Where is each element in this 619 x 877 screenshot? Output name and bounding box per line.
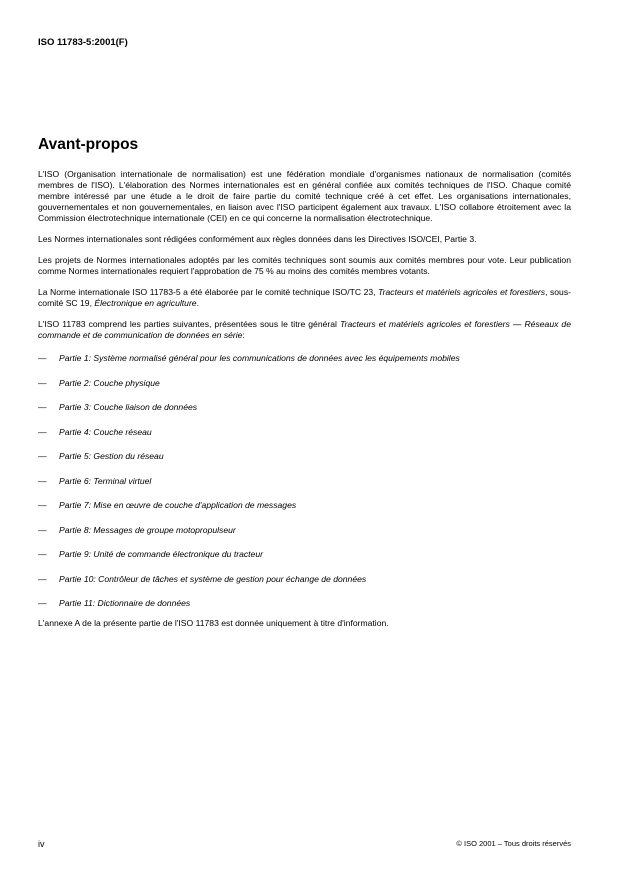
italic-segment: Tracteurs et matériels agricoles et forestiers — Réseaux de commande et de communication de données en série bbox=[38, 319, 571, 340]
dash-bullet: — bbox=[38, 377, 47, 388]
list-item bbox=[38, 427, 571, 438]
list-item-text: Partie 10: Contrôleur de tâches et système de gestion pour échange de données bbox=[59, 573, 367, 584]
list-item bbox=[38, 378, 571, 389]
text-segment: , sous-comité SC 19, bbox=[38, 287, 571, 308]
list-item bbox=[38, 451, 571, 462]
text-segment: La Norme internationale ISO 11783-5 a été élaborée par le comité technique ISO/TC 23, bbox=[38, 287, 379, 297]
list-item bbox=[38, 598, 571, 609]
dash-bullet: — bbox=[38, 524, 47, 535]
dash-bullet: — bbox=[38, 426, 47, 437]
document-id: ISO 11783-5:2001(F) bbox=[38, 37, 128, 48]
page-number: iv bbox=[38, 839, 45, 849]
dash-bullet: — bbox=[38, 451, 47, 461]
list-item-text: Partie 1: Système normalisé général pour les communications de données avec les équipements mobiles bbox=[59, 353, 460, 363]
dash-bullet: — bbox=[38, 573, 47, 584]
text-segment: L'ISO 11783 comprend les parties suivantes, présentées sous le titre général bbox=[38, 319, 340, 329]
list-item bbox=[38, 353, 571, 364]
list-item-text: Partie 9: Unité de commande électronique du tracteur bbox=[59, 549, 263, 559]
list-item bbox=[38, 525, 571, 536]
paragraph-annex: L'annexe A de la présente partie de l'ISO 11783 est donnée uniquement à titre d'information. bbox=[38, 618, 389, 628]
list-item-text: Partie 3: Couche liaison de données bbox=[59, 402, 198, 412]
dash-bullet: — bbox=[38, 500, 47, 510]
list-item bbox=[38, 549, 571, 560]
italic-segment: Électronique en agriculture bbox=[94, 298, 197, 308]
list-item-text: Partie 2: Couche physique bbox=[59, 377, 160, 388]
paragraph-committee bbox=[38, 287, 571, 309]
body-text bbox=[38, 169, 571, 639]
dash-bullet: — bbox=[38, 402, 47, 412]
list-item-text: Partie 11: Dictionnaire de données bbox=[59, 598, 191, 608]
list-item-text: Partie 7: Mise en œuvre de couche d'application de messages bbox=[59, 500, 297, 510]
list-item bbox=[38, 402, 571, 413]
list-item-text: Partie 6: Terminal virtuel bbox=[59, 475, 152, 486]
list-item-text: Partie 8: Messages de groupe motopropulseur bbox=[59, 524, 236, 535]
paragraph-directives: Les Normes internationales sont rédigées conformément aux règles données dans les Directives ISO/CEI, Partie 3. bbox=[38, 234, 477, 244]
text-segment: : bbox=[242, 330, 245, 340]
dash-bullet: — bbox=[38, 475, 47, 486]
list-item-text: Partie 5: Gestion du réseau bbox=[59, 451, 164, 461]
dash-bullet: — bbox=[38, 549, 47, 559]
paragraph-parts-intro bbox=[38, 319, 571, 341]
page-title: Avant-propos bbox=[38, 136, 139, 153]
list-item bbox=[38, 574, 571, 585]
list-item-text: Partie 4: Couche réseau bbox=[59, 426, 152, 437]
dash-bullet: — bbox=[38, 353, 47, 363]
italic-segment: Tracteurs et matériels agricoles et forestiers bbox=[378, 287, 546, 297]
text-segment: . bbox=[196, 298, 199, 308]
parts-list bbox=[38, 353, 571, 609]
list-item bbox=[38, 476, 571, 487]
paragraph-intro: L'ISO (Organisation internationale de normalisation) est une fédération mondiale d'organismes nationaux de normalisation (comités membres de l'ISO). L'élaboration des Normes internationales est en général confiée aux comités techniques de l'ISO. Chaque comité membre intéressé par une étude a le droit de faire partie du comité technique créé à cet effet. Les organisations internationales, gouvernementales et non gouvernementales, en liaison avec l'ISO participent également aux travaux. L'ISO collabore étroitement avec la Commission électrotechnique internationale (CEI) en ce qui concerne la normalisation électrotechnique. bbox=[38, 169, 571, 223]
paragraph-voting: Les projets de Normes internationales adoptés par les comités techniques sont soumis aux comités membres pour vote. Leur publication comme Normes internationales requiert l'approbation de 75 % au moins des comités membres votants. bbox=[38, 255, 571, 276]
list-item bbox=[38, 500, 571, 511]
copyright-notice: © ISO 2001 – Tous droits réservés bbox=[456, 839, 571, 848]
dash-bullet: — bbox=[38, 598, 47, 608]
